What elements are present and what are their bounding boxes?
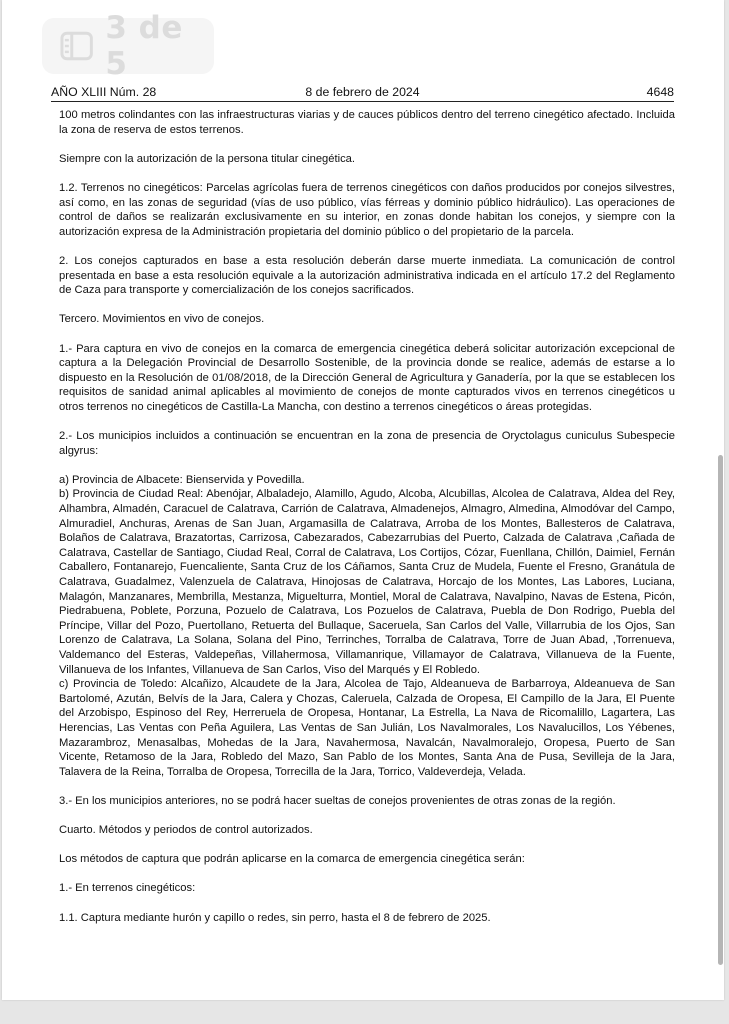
paragraph: 1.- Para captura en vivo de conejos en la comarca de emergencia cinegética deberá solicitar autorización excepcional de captura a la Delegación Provincial de Desarrollo Sostenible, de la provincia donde se realice, además de estarse a lo dispuesto en la Resolución de 01/08/2018, de la Dirección General de Agricultura y Ganadería, por la que se establecen los requisitos de sanidad animal aplicables al movimiento de conejos de monte capturados vivos en terrenos cinegéticos u otros terrenos no cinegéticos de Castilla-La Mancha, con destino a terrenos cinegéticos o áreas protegidas. [59,342,675,413]
paragraph: 1.2. Terrenos no cinegéticos: Parcelas agrícolas fuera de terrenos cinegéticos con daños producidos por conejos silvestres, así como, en las zonas de seguridad (vías de uso público, vías férreas y dominio público hidráulico). Las operaciones de control de daños se realizarán exclusivamente en su interior, en zonas donde habitan los conejos, y siempre con la autorización expresa de la Administración propietaria del dominio público o del propietario de la parcela. [59,181,675,238]
document-body [59,108,675,940]
header-issue: AÑO XLIII Núm. 28 [51,85,157,99]
section-heading: Tercero. Movimientos en vivo de conejos. [59,313,265,326]
gazette-header [51,85,674,102]
paragraph: 1.- En terrenos cinegéticos: [59,882,196,895]
pages-icon [60,31,93,61]
page-indicator-badge [42,10,214,82]
paragraph: 2. Los conejos capturados en base a esta resolución deberán darse muerte inmediata. La comunicación de control presentada en base a esta resolución equivale a la autorización administrativa indicada en el artículo 17.2 del Reglamento de Caza para transporte y comercialización de los conejos sacrificados. [59,254,675,297]
paragraph: 2.- Los municipios incluidos a continuación se encuentran en la zona de presencia de Oryctolagus cuniculus Subespecie algyrus: [59,430,675,457]
province-list-item: a) Provincia de Albacete: Bienservida y Povedilla. [59,473,305,486]
paragraph: 100 metros colindantes con las infraestructuras viarias y de cauces públicos dentro del terreno cinegético afectado. Incluida la zona de reserva de estos terrenos. [59,109,675,136]
section-heading: Cuarto. Métodos y periodos de control autorizados. [59,824,313,837]
paragraph: Siempre con la autorización de la persona titular cinegética. [59,152,356,165]
paragraph: 3.- En los municipios anteriores, no se podrá hacer sueltas de conejos provenientes de otras zonas de la región. [59,794,616,807]
province-list-item: b) Provincia de Ciudad Real: Abenójar, Albaladejo, Alamillo, Agudo, Alcoba, Alcubillas, Alcolea de Calatrava, Aldea del Rey, Alhambra, Almadén, Caracuel de Calatrava, Carrión de Calatrava, Almadenejos, Almagro, Almedina, Almodóvar del Campo, Almuradiel, Anchuras, Arenas de San Juan, Argamasilla de Calatrava, Arroba de los Montes, Ballesteros de Calatrava, Bolaños de Calatrava, Brazatortas, Carrizosa, Cabezarados, Cabezarrubias del Puerto, Calzada de Calatrava ,Cañada de Calatrava, Castellar de Santiago, Ciudad Real, Corral de Calatrava, Los Cortijos, Cózar, Fuenllana, Chillón, Daimiel, Fernán Caballero, Fontanarejo, Fuencaliente, Santa Cruz de los Cáñamos, Santa Cruz de Mudela, Fuente el Fresno, Granátula de Calatrava, Guadalmez, Valenzuela de Calatrava, Hinojosas de Calatrava, Horcajo de los Montes, Las Labores, Luciana, Malagón, Manzanares, Membrilla, Mestanza, Miguelturra, Montiel, Moral de Calatrava, Navalpino, Navas de Estena, Picón, Piedrabuena, Poblete, Porzuna, Pozuelo de Calatrava, Los Pozuelos de Calatrava, Puebla de Don Rodrigo, Puebla del Príncipe, Villar del Pozo, Puertollano, Retuerta del Bullaque, Saceruela, San Carlos del Valle, Villarrubia de los Ojos, San Lorenzo de Calatrava, La Solana, Solana del Pino, Terrinches, Torralba de Calatrava, Torre de Juan Abad, ,Torrenueva, Valdemanco del Esteras, Valdepeñas, Villahermosa, Villamanrique, Villamayor de Calatrava, Villanueva de la Fuente, Villanueva de los Infantes, Villanueva de San Carlos, Viso del Marqués y El Robledo. [59,488,675,676]
paragraph: 1.1. Captura mediante hurón y capillo o redes, sin perro, hasta el 8 de febrero de 2025. [59,911,491,924]
paragraph: Los métodos de captura que podrán aplicarse en la comarca de emergencia cinegética serán: [59,853,525,866]
scrollbar-thumb[interactable] [718,455,723,965]
page-indicator: 3 de 5 [105,10,183,82]
province-list-item: c) Provincia de Toledo: Alcañizo, Alcaudete de la Jara, Alcolea de Tajo, Aldeanueva de Barbarroya, Aldeanueva de San Bartolomé, Azután, Belvís de la Jara, Calera y Chozas, Caleruela, Calzada de Oropesa, El Campillo de la Jara, El Puente del Arzobispo, Espinoso del Rey, Herreruela de Oropesa, Hontanar, La Estrella, La Nava de Ricomalillo, Lagartera, Las Herencias, Las Ventas con Peña Aguilera, Las Ventas de San Julián, Los Navalmorales, Los Navalucillos, Los Yébenes, Mazarambroz, Menasalbas, Mohedas de la Jara, Navahermosa, Navalcán, Navalmoralejo, Oropesa, Puerto de San Vicente, Retamoso de la Jara, Robledo del Mazo, San Pablo de los Montes, Santa Ana de Pusa, Sevilleja de la Jara, Talavera de la Reina, Torralba de Oropesa, Torrecilla de la Jara, Torrico, Valdeverdeja, Velada. [59,678,675,778]
header-date: 8 de febrero de 2024 [305,85,420,99]
document-page [2,0,724,1000]
header-page-number: 4648 [646,85,674,99]
